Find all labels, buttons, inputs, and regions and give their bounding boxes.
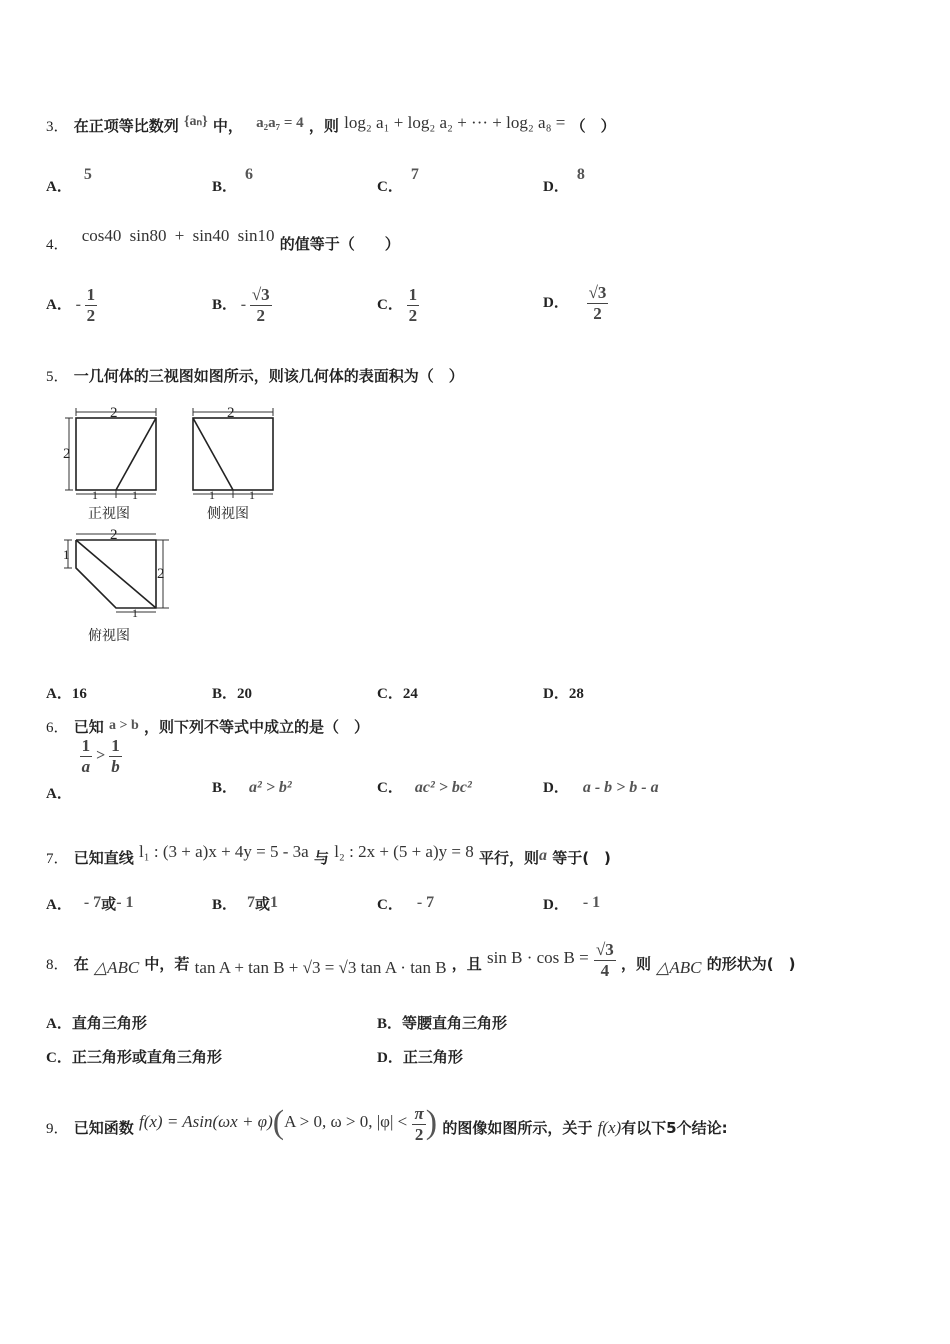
q4-option-b-num: √3 (251, 285, 270, 304)
q4-option-a-sign: - (75, 295, 81, 313)
q6-option-c-value: ac² > bc² (414, 779, 472, 796)
q6-option-c-label: C． (377, 780, 403, 796)
q3-option-a-value: 5 (83, 166, 92, 183)
q8-option-b[interactable] (377, 1012, 507, 1033)
q3-option-b-label: B． (212, 179, 238, 195)
q8-tri: △ABC (94, 958, 140, 977)
q4-option-c-den: 2 (408, 306, 418, 325)
q3-cond: a₂a₇ = 4 (256, 115, 304, 131)
q4-option-c-num: 1 (408, 285, 418, 304)
q4-option-d[interactable] (543, 283, 608, 324)
q7-option-d-label: D． (543, 897, 569, 913)
q3-mid: 中， (212, 117, 243, 135)
q3-paren: （ ） (570, 117, 616, 135)
q8-option-d-value: 正三角形 (402, 1048, 463, 1066)
q4-stem (46, 226, 400, 254)
q5-option-c[interactable] (377, 682, 418, 703)
q5-option-d[interactable] (543, 682, 584, 703)
q8-option-d[interactable] (377, 1046, 463, 1067)
q8-cond2-num: √3 (595, 940, 614, 959)
q7-line1: l₁ : (3 + a)x + 4y = 5 - 3a (139, 842, 309, 861)
q7-option-c-v1: - 7 (416, 894, 435, 911)
q8-option-a-value: 直角三角形 (71, 1014, 147, 1032)
q4-option-b[interactable] (212, 285, 272, 326)
q4-option-a[interactable] (46, 285, 97, 326)
q9-func: f(x) = Asin(ωx + φ) (139, 1112, 273, 1131)
q4-option-c[interactable] (377, 285, 419, 326)
q3-option-a[interactable] (46, 166, 92, 196)
side-dim-bottom-right: 1 (249, 488, 255, 502)
q6-stem (46, 716, 369, 737)
q5-option-b[interactable] (212, 682, 252, 703)
q7-option-a-or: 或 (101, 895, 117, 913)
q3-option-b[interactable] (212, 166, 254, 196)
q7-option-b-v1: 7 (247, 894, 256, 911)
q3-option-c[interactable] (377, 166, 419, 196)
q8-stem (46, 940, 796, 985)
q5-option-d-value: 28 (568, 686, 584, 702)
q4-option-b-den: 2 (256, 306, 266, 325)
q5-text: 一几何体的三视图如图所示，则该几何体的表面积为（ ） (73, 367, 464, 385)
top-dim-right: 2 (157, 566, 165, 582)
q7-option-a-v2: - 1 (116, 894, 134, 911)
q6-option-d-label: D． (543, 780, 569, 796)
q5-option-c-label: C． (377, 686, 403, 702)
top-view-caption: 俯视图 (88, 629, 130, 644)
q7-suffix1: 平行，则 (478, 849, 539, 867)
q8-option-c-label: C． (46, 1050, 72, 1066)
q9-prefix: 已知函数 (73, 1119, 134, 1137)
q8-option-b-value: 等腰直角三角形 (402, 1014, 508, 1032)
q9-cond: A > 0, ω > 0, |φ| < (284, 1112, 408, 1131)
q5-number: 5． (46, 369, 69, 385)
q5-option-c-value: 24 (402, 686, 418, 702)
side-view-caption: 侧视图 (207, 507, 249, 522)
front-dim-bottom-left: 1 (92, 488, 98, 502)
q7-stem (46, 842, 611, 868)
q3-number: 3． (46, 119, 69, 135)
q5-option-a[interactable] (46, 682, 87, 703)
q4-expr: cos40 sin80 + sin40 sin10 (81, 226, 275, 245)
q8-option-a-label: A． (46, 1016, 72, 1032)
q6-cond: a > b (109, 718, 139, 733)
side-view-rect (193, 418, 273, 490)
q6-option-b-value: a² > b² (249, 779, 292, 796)
q7-option-a[interactable] (46, 893, 134, 914)
q3-expr: log₂ a₁ + log₂ a₂ + ··· + log₂ a₈ = (344, 113, 566, 132)
q7-var: a (538, 847, 547, 864)
q8-cond2-left: sin B · cos B = (487, 948, 589, 967)
q7-number: 7． (46, 851, 69, 867)
q7-option-d[interactable] (543, 893, 600, 914)
q6-option-a[interactable]: A． $\frac{1}{a}$ > $\frac{1}{b}$ (46, 736, 120, 802)
q4-suffix: 的值等于（ ） (279, 235, 400, 253)
q6-option-d-value: a - b > b - a (582, 779, 659, 796)
q3-option-c-label: C． (377, 179, 403, 195)
q4-option-a-den: 2 (86, 306, 96, 325)
side-dim-bottom-left: 1 (209, 488, 215, 502)
q8-and: ，且 (451, 955, 482, 973)
q6-number: 6． (46, 720, 69, 736)
q7-option-d-v1: - 1 (582, 894, 601, 911)
q8-cond2-den: 4 (600, 961, 610, 980)
front-view-rect (76, 418, 156, 490)
q4-option-d-label: D． (543, 294, 569, 311)
q3-then: ，则 (308, 117, 339, 135)
q9-suffix2: 有以下5个结论: (621, 1119, 728, 1137)
top-dim-bottom: 1 (132, 606, 138, 620)
q5-stem (46, 365, 464, 386)
q5-option-d-label: D． (543, 686, 569, 702)
q5-option-a-label: A． (46, 686, 72, 702)
q7-prefix: 已知直线 (73, 849, 134, 867)
q6-suffix: ，则下列不等式中成立的是（ ） (144, 718, 370, 736)
q8-option-a[interactable] (46, 1012, 147, 1033)
top-dim-top: 2 (110, 527, 118, 543)
front-view-diagonal (116, 418, 156, 490)
q3-option-b-value: 6 (245, 166, 254, 183)
q9-cond-den: 2 (414, 1125, 424, 1144)
q7-line2: l₂ : 2x + (5 + a)y = 8 (334, 842, 474, 861)
q9-cond-num: π (414, 1104, 424, 1123)
q8-cond1: tan A + tan B + √3 = √3 tan A · tan B (194, 958, 447, 977)
q3-prefix: 在正项等比数列 (73, 117, 179, 135)
q8-tri2: △ABC (656, 958, 702, 977)
q8-mid: 中，若 (144, 955, 190, 973)
front-dim-bottom-right: 1 (132, 488, 138, 502)
q7-option-c[interactable] (377, 893, 434, 914)
q8-option-d-label: D． (377, 1050, 403, 1066)
q3-option-d-value: 8 (576, 166, 585, 183)
q7-option-b-v2: 1 (270, 894, 279, 911)
top-view-diagonal (76, 540, 156, 608)
q8-option-b-label: B． (377, 1016, 403, 1032)
q6-prefix: 已知 (73, 718, 104, 736)
q9-fx: f(x) (597, 1118, 622, 1137)
side-dim-top: 2 (227, 405, 235, 421)
front-dim-top: 2 (110, 405, 118, 421)
front-view-caption: 正视图 (88, 507, 130, 522)
q5-option-b-label: B． (212, 686, 238, 702)
q8-suffix: 的形状为( ) (706, 955, 796, 973)
three-view-figure (55, 398, 285, 648)
q6-option-b[interactable] (212, 776, 292, 797)
q7-option-b[interactable] (212, 893, 278, 914)
q4-option-c-label: C． (377, 296, 403, 313)
q8-option-c-value: 正三角形或直角三角形 (71, 1048, 222, 1066)
q3-option-a-label: A． (46, 179, 72, 195)
q7-with: 与 (313, 849, 329, 867)
front-dim-left: 2 (63, 446, 71, 462)
q9-number: 9． (46, 1121, 69, 1137)
q3-stem (46, 115, 616, 136)
q9-stem: 9． 已知函数 f(x) = Asin(ωx + φ)(A > 0, ω > 0, |φ| < $\frac{\pi}{2}$ ) 的图像如图所示，关于 f(x)有以下5个结论: (46, 1104, 728, 1144)
q3-option-d[interactable] (543, 166, 585, 196)
q7-option-c-label: C． (377, 897, 403, 913)
q7-option-b-label: B． (212, 897, 238, 913)
q5-option-a-value: 16 (71, 686, 87, 702)
q8-prefix: 在 (73, 955, 89, 973)
q4-option-d-num: √3 (588, 283, 607, 302)
q9-suffix1: 的图像如图所示，关于 (442, 1119, 593, 1137)
q4-number: 4． (46, 237, 69, 253)
q7-option-a-label: A． (46, 897, 72, 913)
q3-option-d-label: D． (543, 179, 569, 195)
q3-option-c-value: 7 (410, 166, 419, 183)
q7-option-b-or: 或 (255, 895, 271, 913)
q8-number: 8． (46, 957, 69, 973)
q7-option-a-v1: - 7 (83, 894, 102, 911)
side-view-diagonal (193, 418, 233, 490)
q4-option-a-label: A． (46, 296, 72, 313)
q6-option-a-label: A． (46, 785, 72, 802)
q3-seq: {aₙ} (184, 114, 208, 129)
q4-option-b-label: B． (212, 296, 238, 313)
q8-then: ，则 (621, 955, 652, 973)
q4-option-d-den: 2 (593, 304, 602, 323)
q6-option-b-label: B． (212, 780, 238, 796)
q4-option-a-num: 1 (86, 285, 96, 304)
top-dim-left: 1 (63, 547, 70, 562)
q6-option-d[interactable] (543, 776, 659, 797)
q6-option-c[interactable] (377, 776, 472, 797)
q5-option-b-value: 20 (237, 686, 253, 702)
q8-option-c[interactable] (46, 1046, 222, 1067)
q7-suffix2: 等于( ) (552, 849, 611, 867)
q4-option-b-sign: - (240, 295, 247, 313)
